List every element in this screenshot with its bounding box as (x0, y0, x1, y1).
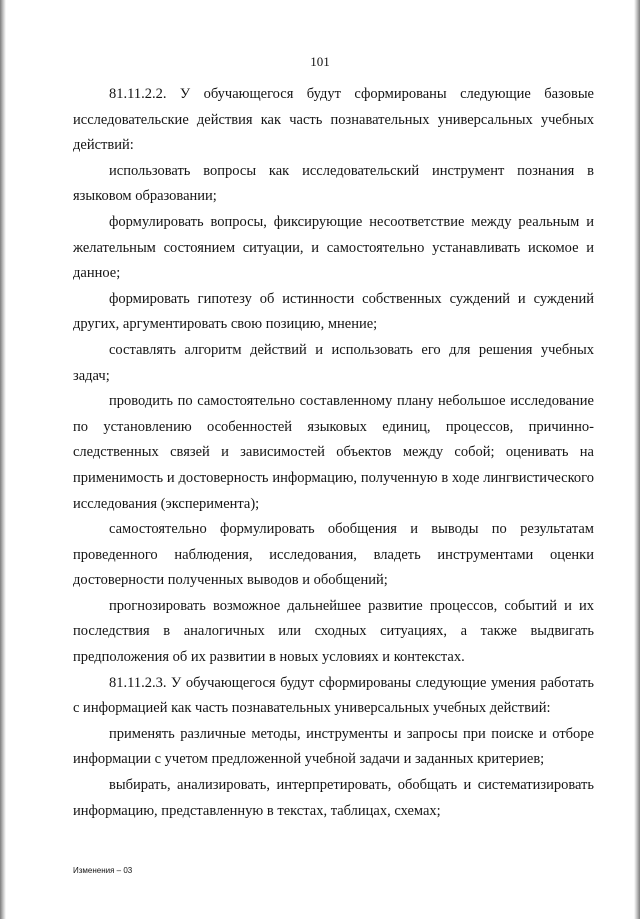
scan-edge-left (0, 0, 6, 919)
list-item: формулировать вопросы, фиксирующие несоответствие между реальным и желательным состоянием ситуации, и самостоятельно устанавливать искомое и данное; (73, 213, 594, 282)
document-body (73, 82, 594, 824)
list-item: формировать гипотезу об истинности собственных суждений и суждений других, аргументировать свою позицию, мнение; (73, 290, 594, 333)
scan-edge-right (634, 0, 640, 919)
list-item: применять различные методы, инструменты и запросы при поиске и отборе информации с учетом предложенной учебной задачи и заданных критериев; (73, 725, 594, 768)
list-item: выбирать, анализировать, интерпретировать, обобщать и систематизировать информацию, представленную в текстах, таблицах, схемах; (73, 777, 594, 819)
page-number: 101 (310, 54, 330, 69)
list-item: самостоятельно формулировать обобщения и выводы по результатам проведенного наблюдения, исследования, владеть инструментами оценки достоверности полученных выводов и обобщений; (73, 521, 594, 589)
list-item: составлять алгоритм действий и использовать его для решения учебных задач; (73, 341, 594, 384)
footer-revision-note: Изменения – 03 (73, 866, 133, 875)
list-item: проводить по самостоятельно составленному плану небольшое исследование по установлению особенностей языковых единиц, процессов, причинно-следственных связей и зависимостей объектов между собой; оценивать на применимость и достоверность информацию, полученную в ходе лингвистического исследования (эксперимента); (73, 393, 594, 512)
paragraph-section-81-11-2-2: 81.11.2.2. У обучающегося будут сформированы следующие базовые исследовательские действия как часть познавательных универсальных учебных действий: (73, 86, 594, 154)
list-item: использовать вопросы как исследовательский инструмент познания в языковом образовании; (73, 162, 594, 205)
list-item: прогнозировать возможное дальнейшее развитие процессов, событий и их последствия в аналогичных или сходных ситуациях, а также выдвигать предположения об их развитии в новых условиях и контекстах. (73, 597, 594, 666)
paragraph-section-81-11-2-3: 81.11.2.3. У обучающегося будут сформированы следующие умения работать с информацией как часть познавательных универсальных учебных действий: (73, 674, 594, 717)
